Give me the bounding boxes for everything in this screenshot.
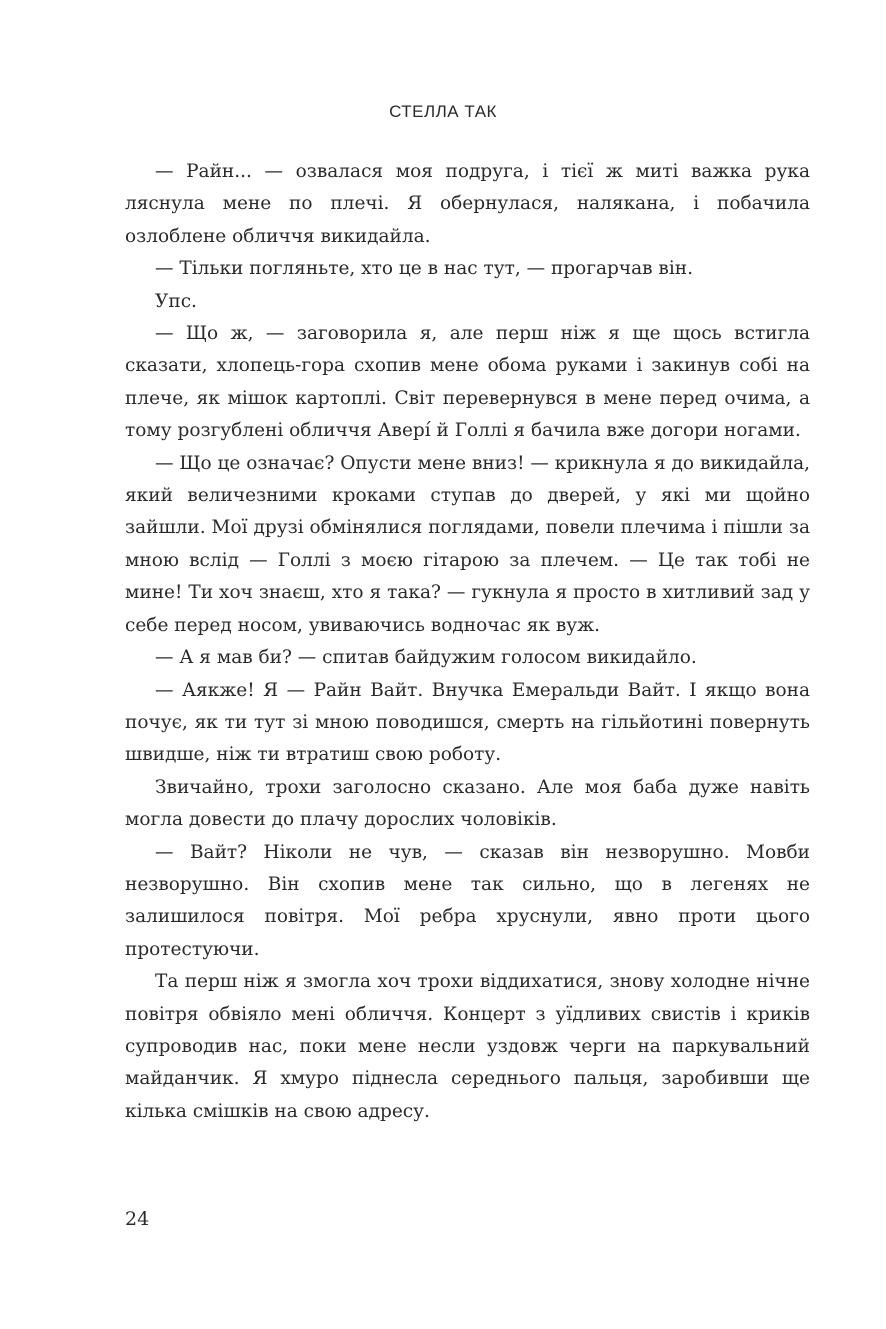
- paragraph: Та перш ніж я змогла хоч трохи віддихатися, знову холодне нічне повітря обвіяло мені обличчя. Концерт з уїдливих свистів і криків супроводив нас, поки мене несли уздовж черги на паркувальний майданчик. Я хмуро піднесла середнього пальця, заробивши ще кілька смішків на свою адресу.: [125, 971, 810, 1122]
- paragraph: — Аякже! Я — Райн Вайт. Внучка Емеральди Вайт. І якщо вона почує, як ти тут зі мною поводишся, смерть на гільйотині повернуть швидше, ніж ти втратиш свою роботу.: [125, 679, 810, 766]
- body-text: [125, 156, 810, 1128]
- paragraph: — Що ж, — заговорила я, але перш ніж я ще щось встигла сказати, хлопець-гора схопив мене обома руками і закинув собі на плече, як мішок картоплі. Світ перевернувся в мене перед очима, а тому розгублені обличчя Аверí й Голлі я бачила вже догори ногами.: [125, 323, 810, 442]
- paragraph: — Що це означає? Опусти мене вниз! — крикнула я до викидайла, який величезними кроками ступав до дверей, у які ми щойно зайшли. Мої друзі обмінялися поглядами, повели плечима і пішли за мною вслід — Голлі з моєю гітарою за плечем. — Це так тобі не мине! Ти хоч знаєш, хто я така? — гукнула я просто в хитливий зад у себе перед носом, увиваючись водночас як вуж.: [125, 452, 810, 636]
- running-head: СТЕЛЛА ТАК: [389, 102, 497, 121]
- paragraph: — Райн... — озвалася моя подруга, і тієї ж миті важка рука ляснула мене по плечі. Я обернулася, налякана, і побачила озлоблене обличчя викидайла.: [125, 161, 810, 247]
- paragraph: Звичайно, трохи заголосно сказано. Але моя баба дуже навіть могла довести до плачу дорослих чоловіків.: [125, 776, 810, 831]
- page-number: 24: [125, 1208, 150, 1230]
- paragraph: — А я мав би? — спитав байдужим голосом викидайло.: [155, 647, 697, 669]
- paragraph: — Тільки погляньте, хто це в нас тут, — прогарчав він.: [155, 258, 693, 280]
- paragraph: Упс.: [155, 290, 197, 312]
- paragraph: — Вайт? Ніколи не чув, — сказав він незворушно. Мовби незворушно. Він схопив мене так сильно, що в легенях не залишилося повітря. Мої ребра хруснули, явно проти цього протестуючи.: [125, 841, 810, 960]
